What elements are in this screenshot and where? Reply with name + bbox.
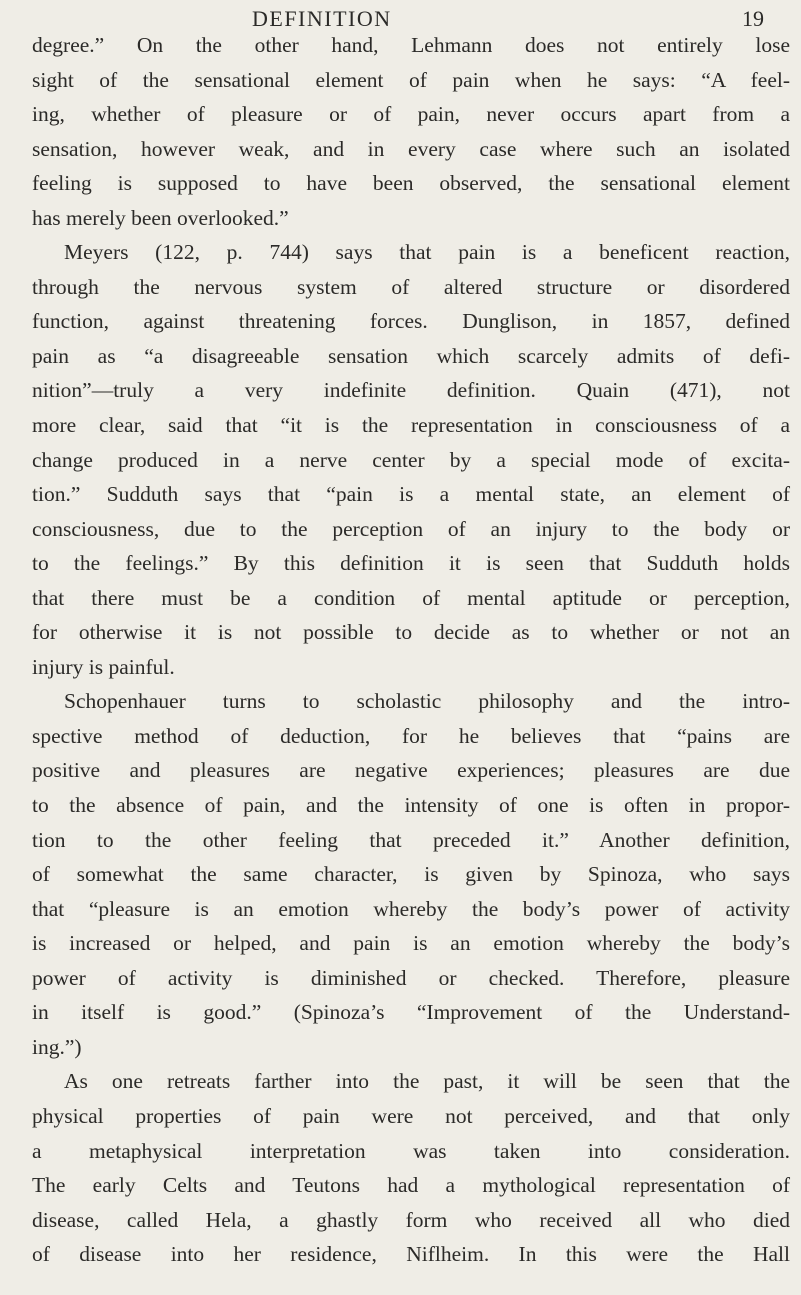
text-line: tion to the other feeling that preceded it.” Another definition, — [32, 827, 790, 852]
text-line: consciousness, due to the perception of an injury to the body or — [32, 516, 790, 541]
text-line: is increased or helped, and pain is an emotion whereby the body’s — [32, 931, 790, 956]
text-line: The early Celts and Teutons had a mythological representation of — [32, 1173, 790, 1198]
page-number: 19 — [742, 6, 764, 31]
text-line: ing, whether of pleasure or of pain, never occurs apart from a — [32, 102, 790, 127]
text-line: injury is painful. — [32, 654, 175, 679]
text-line: sight of the sensational element of pain when he says: “A feel- — [32, 67, 790, 92]
text-line: nition”—truly a very indefinite definition. Quain (471), not — [32, 378, 790, 403]
text-line: pain as “a disagreeable sensation which scarcely admits of defi- — [32, 343, 790, 368]
text-line: for otherwise it is not possible to decide as to whether or not an — [32, 620, 790, 645]
text-line: sensation, however weak, and in every case where such an isolated — [32, 136, 790, 161]
text-line: Meyers (122, p. 744) says that pain is a beneficent reaction, — [64, 240, 790, 265]
text-line: in itself is good.” (Spinoza’s “Improvement of the Understand- — [32, 1000, 790, 1025]
text-line: that “pleasure is an emotion whereby the body’s power of activity — [32, 896, 790, 921]
text-line: physical properties of pain were not perceived, and that only — [32, 1103, 790, 1128]
text-line: has merely been overlooked.” — [32, 205, 289, 230]
text-line: change produced in a nerve center by a special mode of excita- — [32, 447, 790, 472]
text-line: of somewhat the same character, is given by Spinoza, who says — [32, 862, 790, 887]
text-line: disease, called Hela, a ghastly form who received all who died — [32, 1207, 790, 1232]
text-line: through the nervous system of altered structure or disordered — [32, 274, 790, 299]
text-line: positive and pleasures are negative experiences; pleasures are due — [32, 758, 790, 783]
text-line: degree.” On the other hand, Lehmann does not entirely lose — [32, 33, 790, 57]
text-line: ing.”) — [32, 1034, 82, 1059]
text-line: more clear, said that “it is the representation in consciousness of a — [32, 413, 790, 438]
text-line: spective method of deduction, for he believes that “pains are — [32, 723, 790, 748]
text-line: As one retreats farther into the past, it will be seen that the — [64, 1069, 790, 1094]
text-line: tion.” Sudduth says that “pain is a mental state, an element of — [32, 482, 790, 507]
text-line: function, against threatening forces. Dunglison, in 1857, defined — [32, 309, 790, 334]
text-line: to the feelings.” By this definition it is seen that Sudduth holds — [32, 551, 790, 576]
text-line: power of activity is diminished or checked. Therefore, pleasure — [32, 965, 790, 990]
text-line: of disease into her residence, Niflheim. In this were the Hall — [32, 1242, 790, 1267]
text-line: to the absence of pain, and the intensity of one is often in propor- — [32, 793, 790, 818]
text-line: feeling is supposed to have been observed, the sensational element — [32, 171, 790, 196]
text-line: that there must be a condition of mental aptitude or perception, — [32, 585, 790, 610]
page-body-text — [32, 28, 790, 1272]
running-title: DEFINITION — [252, 6, 392, 31]
text-line: Schopenhauer turns to scholastic philosophy and the intro- — [64, 689, 790, 714]
text-line: a metaphysical interpretation was taken into consideration. — [32, 1138, 790, 1163]
